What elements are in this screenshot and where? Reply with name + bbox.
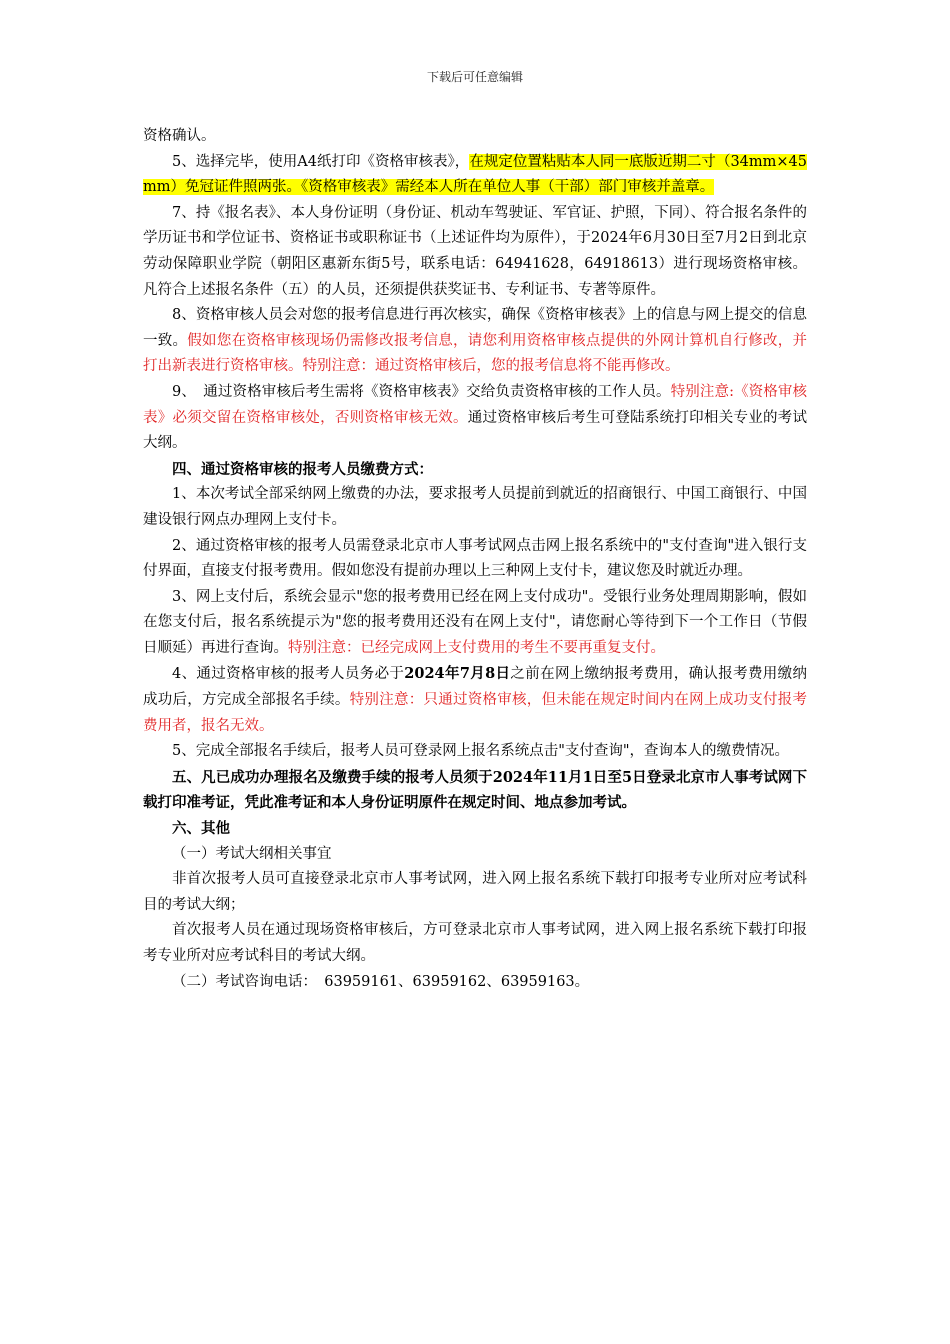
section-heading-6: 六、其他 (172, 820, 230, 838)
paragraph: 资格确认。 (143, 128, 216, 144)
page-header: 下载后可任意编辑 (426, 70, 523, 84)
highlighted-text: 在规定位置粘贴本人同一底版近期二寸（34mm×45mm）免冠证件照两张。《资格审核表》需经本人所在单位人事（干部）部门审核并盖章。 (143, 153, 807, 196)
paragraph-item-8 (143, 303, 807, 380)
subsection-heading-1: （一）考试大纲相关事宜 (172, 845, 332, 862)
paragraph-syllabus-2: 首次报考人员在通过现场资格审核后，方可登录北京市人事考试网，进入网上报名系统下载打印报考专业所对应考试科目的考试大纲。 (143, 922, 807, 964)
paragraph-text: 9、 通过资格审核后考生需将《资格审核表》交给负责资格审核的工作人员。 (172, 383, 671, 400)
paragraph-text: 4、通过资格审核的报考人员务必于 (172, 666, 405, 683)
paragraph-payment-5: 5、完成全部报名手续后，报考人员可登录网上报名系统点击"支付查询"，查询本人的缴费情况。 (172, 743, 790, 760)
warning-text: 特别注意:《资格审核表》必须交留在资格审核处，否则资格审核无效。 (143, 383, 807, 426)
warning-text: 假如您在资格审核现场仍需修改报考信息，请您利用资格审核点提供的外网计算机自行修改，并打出新表进行资格审核。特别注意：通过资格审核后，您的报考信息将不能再修改。 (143, 332, 808, 375)
paragraph-item-9 (143, 380, 807, 457)
paragraph-text: 之前在网上缴纳报考费用，确认报考费用缴纳成功后，方完成全部报名手续。 (143, 666, 807, 709)
paragraph-item-5 (143, 150, 807, 201)
paragraph-payment-1: 1、本次考试全部采纳网上缴费的办法，要求报考人员提前到就近的招商银行、中国工商银行、中国建设银行网点办理网上支付卡。 (143, 486, 807, 528)
document-body (143, 124, 807, 995)
paragraph-syllabus-1: 非首次报考人员可直接登录北京市人事考试网，进入网上报名系统下载打印报考专业所对应考试科目的考试大纲； (143, 871, 807, 913)
section-heading-5: 五、凡已成功办理报名及缴费手续的报考人员须于2024年11月1日至5日登录北京市人事考试网下载打印准考证，凭此准考证和本人身份证明原件在规定时间、地点参加考试。 (143, 768, 807, 812)
paragraph-payment-2: 2、通过资格审核的报考人员需登录北京市人事考试网点击网上报名系统中的"支付查询"进入银行支付界面，直接支付报考费用。假如您没有提前办理以上三种网上支付卡，建议您及时就近办理。 (143, 537, 807, 580)
section-heading-4: 四、通过资格审核的报考人员缴费方式： (172, 460, 433, 478)
warning-text: 特别注意：已经完成网上支付费用的考生不要再重复支付。 (288, 639, 665, 656)
paragraph-text: 3、网上支付后，系统会显示"您的报考费用已经在网上支付成功"。受银行业务处理周期影响，假如在您支付后，报名系统提示为"您的报考费用还没有在网上支付"，请您耐心等待到下一个工作日（节假日顺延）再进行查询。 (143, 588, 807, 656)
paragraph-text: 5、选择完毕，使用A4纸打印《资格审核表》， (172, 153, 470, 170)
paragraph-payment-4 (143, 661, 807, 739)
warning-text: 特别注意：只通过资格审核，但未能在规定时间内在网上成功支付报考费用者，报名无效。 (143, 692, 808, 734)
deadline-date: 2024年7月8日 (404, 665, 511, 683)
paragraph-payment-3 (143, 585, 807, 662)
paragraph-item-7: 7、持《报名表》、本人身份证明（身份证、机动车驾驶证、军官证、护照，下同）、符合报名条件的学历证书和学位证书、资格证书或职称证书（上述证件均为原件），于2024年6月30日至7月2日到北京劳动保障职业学院（朝阳区惠新东街5号，联系电话：64941628，64918613）进行现场资格审核。凡符合上述报名条件（五）的人员，还须提供获奖证书、专利证书、专著等原件。 (143, 204, 807, 298)
contact-phone-line: （二）考试咨询电话： 63959161、63959162、63959163。 (172, 973, 590, 990)
paragraph-text: 通过资格审核后考生可登陆系统打印相关专业的考试大纲。 (143, 409, 807, 452)
paragraph-text: 8、资格审核人员会对您的报考信息进行再次核实，确保《资格审核表》上的信息与网上提交的信息一致。 (143, 307, 807, 349)
